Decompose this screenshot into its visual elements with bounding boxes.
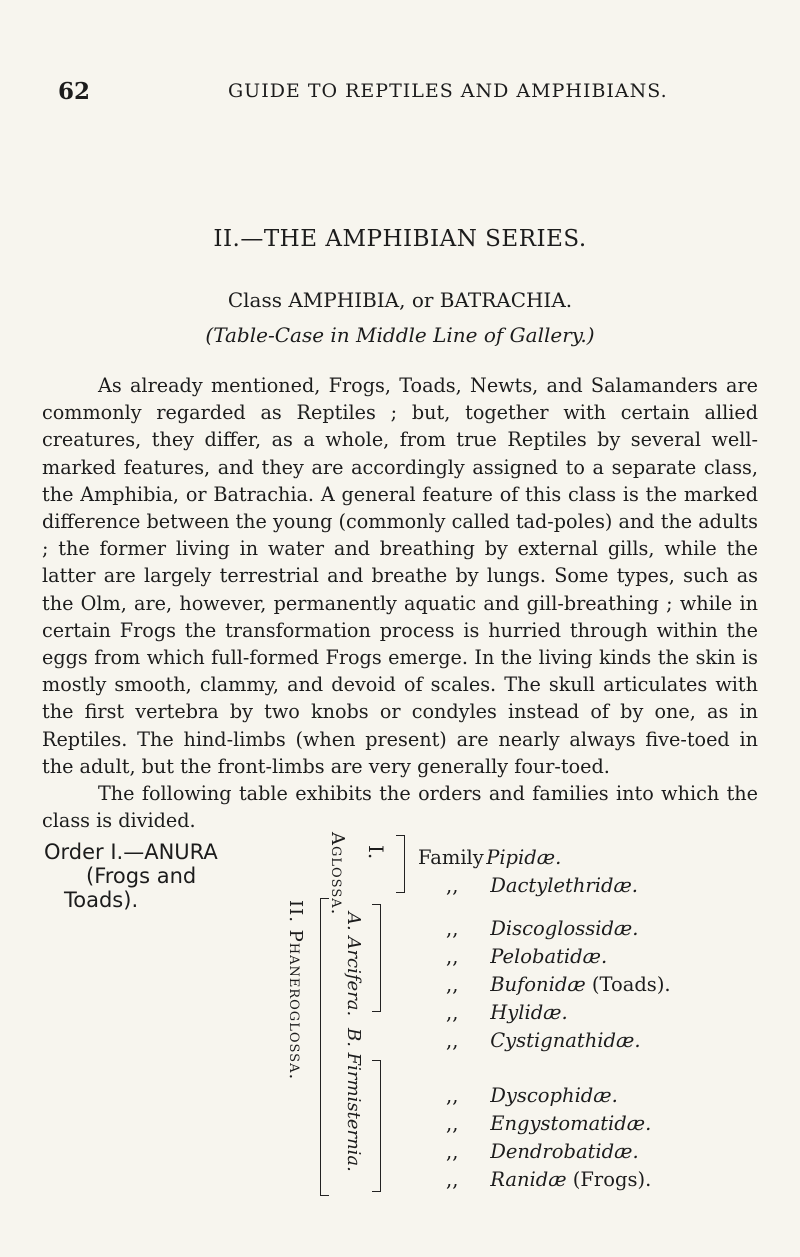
running-title: GUIDE TO REPTILES AND AMPHIBIANS. bbox=[228, 80, 668, 102]
ditto-mark: ,, bbox=[446, 1140, 459, 1163]
suborder-numeral: I. bbox=[364, 845, 388, 860]
family-row bbox=[446, 1112, 651, 1135]
order-line-1: Order I.—ANURA bbox=[44, 840, 218, 864]
family-name: Dactylethridæ. bbox=[490, 874, 638, 897]
brace-phaneroglossa bbox=[320, 898, 329, 1196]
family-row bbox=[446, 874, 638, 897]
page-number: 62 bbox=[58, 78, 91, 105]
family-row bbox=[446, 1140, 639, 1163]
section-title: II.—THE AMPHIBIAN SERIES. bbox=[213, 226, 587, 252]
family-name: Bufonidæ bbox=[490, 973, 586, 996]
brace-arcifera bbox=[372, 904, 381, 1012]
family-row bbox=[446, 917, 638, 940]
order-line-3: Toads). bbox=[64, 888, 139, 912]
suborder-phaneroglossa: II. Phaneroglossa. bbox=[285, 900, 306, 1081]
family-name: Dendrobatidæ. bbox=[490, 1140, 639, 1163]
family-note: (Frogs). bbox=[572, 1168, 652, 1191]
ditto-mark: ,, bbox=[446, 945, 459, 968]
ditto-mark: ,, bbox=[446, 973, 459, 996]
family-name: Ranidæ bbox=[490, 1168, 567, 1191]
family-row bbox=[446, 945, 607, 968]
order-line-2: (Frogs and bbox=[86, 864, 197, 888]
family-word: Family bbox=[418, 846, 484, 869]
paragraph: As already mentioned, Frogs, Toads, Newts, and Salamanders are commonly regarded as Reptiles ; but, together with certain allied creatures, they differ, as a whole, from true Reptiles by several well-marked features, and they are accordingly assigned to a separate class, the Amphibia, or Batrachia. A general feature of this class is the marked difference between the young (commonly called tad-poles) and the adults ; the former living in water and breathing by external gills, while the latter are largely terrestrial and breathe by lungs. Some types, such as the Olm, are, however, permanently aquatic and gill-breathing ; while in certain Frogs the transformation process is hurried through within the eggs from which full-formed Frogs emerge. In the living kinds the skin is mostly smooth, clammy, and devoid of scales. The skull articulates with the first vertebra by two knobs or condyles instead of by one, as in Reptiles. The hind-limbs (when present) are nearly always five-toed in the adult, but the front-limbs are very generally four-toed. bbox=[42, 374, 758, 778]
ditto-mark: ,, bbox=[446, 874, 459, 897]
family-row bbox=[446, 1029, 641, 1052]
ditto-mark: ,, bbox=[446, 1084, 459, 1107]
group-firmisternia: B. Firmisternia. bbox=[343, 1028, 364, 1172]
group-arcifera: A. Arcifera. bbox=[343, 912, 364, 1017]
ditto-mark: ,, bbox=[446, 917, 459, 940]
ditto-mark: ,, bbox=[446, 1001, 459, 1024]
ditto-mark: ,, bbox=[446, 1029, 459, 1052]
brace-aglossa bbox=[396, 835, 405, 893]
paragraph: The following table exhibits the orders and families into which the class is divided. bbox=[42, 782, 758, 833]
suborder-aglossa: Aglossa. bbox=[327, 832, 348, 916]
family-row bbox=[446, 1168, 651, 1191]
family-name: Cystignathidæ. bbox=[490, 1029, 641, 1052]
family-note: (Toads). bbox=[591, 973, 671, 996]
family-name: Dyscophidæ. bbox=[490, 1084, 618, 1107]
family-name: Discoglossidæ. bbox=[490, 917, 639, 940]
family-name: Pipidæ. bbox=[486, 846, 562, 869]
family-name: Hylidæ. bbox=[490, 1001, 568, 1024]
location-note: (Table-Case in Middle Line of Gallery.) bbox=[205, 323, 595, 347]
family-row bbox=[446, 973, 671, 996]
order-label bbox=[44, 840, 218, 912]
brace-firmisternia bbox=[372, 1060, 381, 1192]
ditto-mark: ,, bbox=[446, 1168, 459, 1191]
class-line: Class AMPHIBIA, or BATRACHIA. bbox=[227, 288, 573, 312]
family-name: Engystomatidæ. bbox=[490, 1112, 652, 1135]
ditto-mark: ,, bbox=[446, 1112, 459, 1135]
family-name: Pelobatidæ. bbox=[490, 945, 608, 968]
family-row bbox=[446, 1001, 568, 1024]
family-row bbox=[446, 1084, 618, 1107]
family-row bbox=[418, 846, 561, 869]
